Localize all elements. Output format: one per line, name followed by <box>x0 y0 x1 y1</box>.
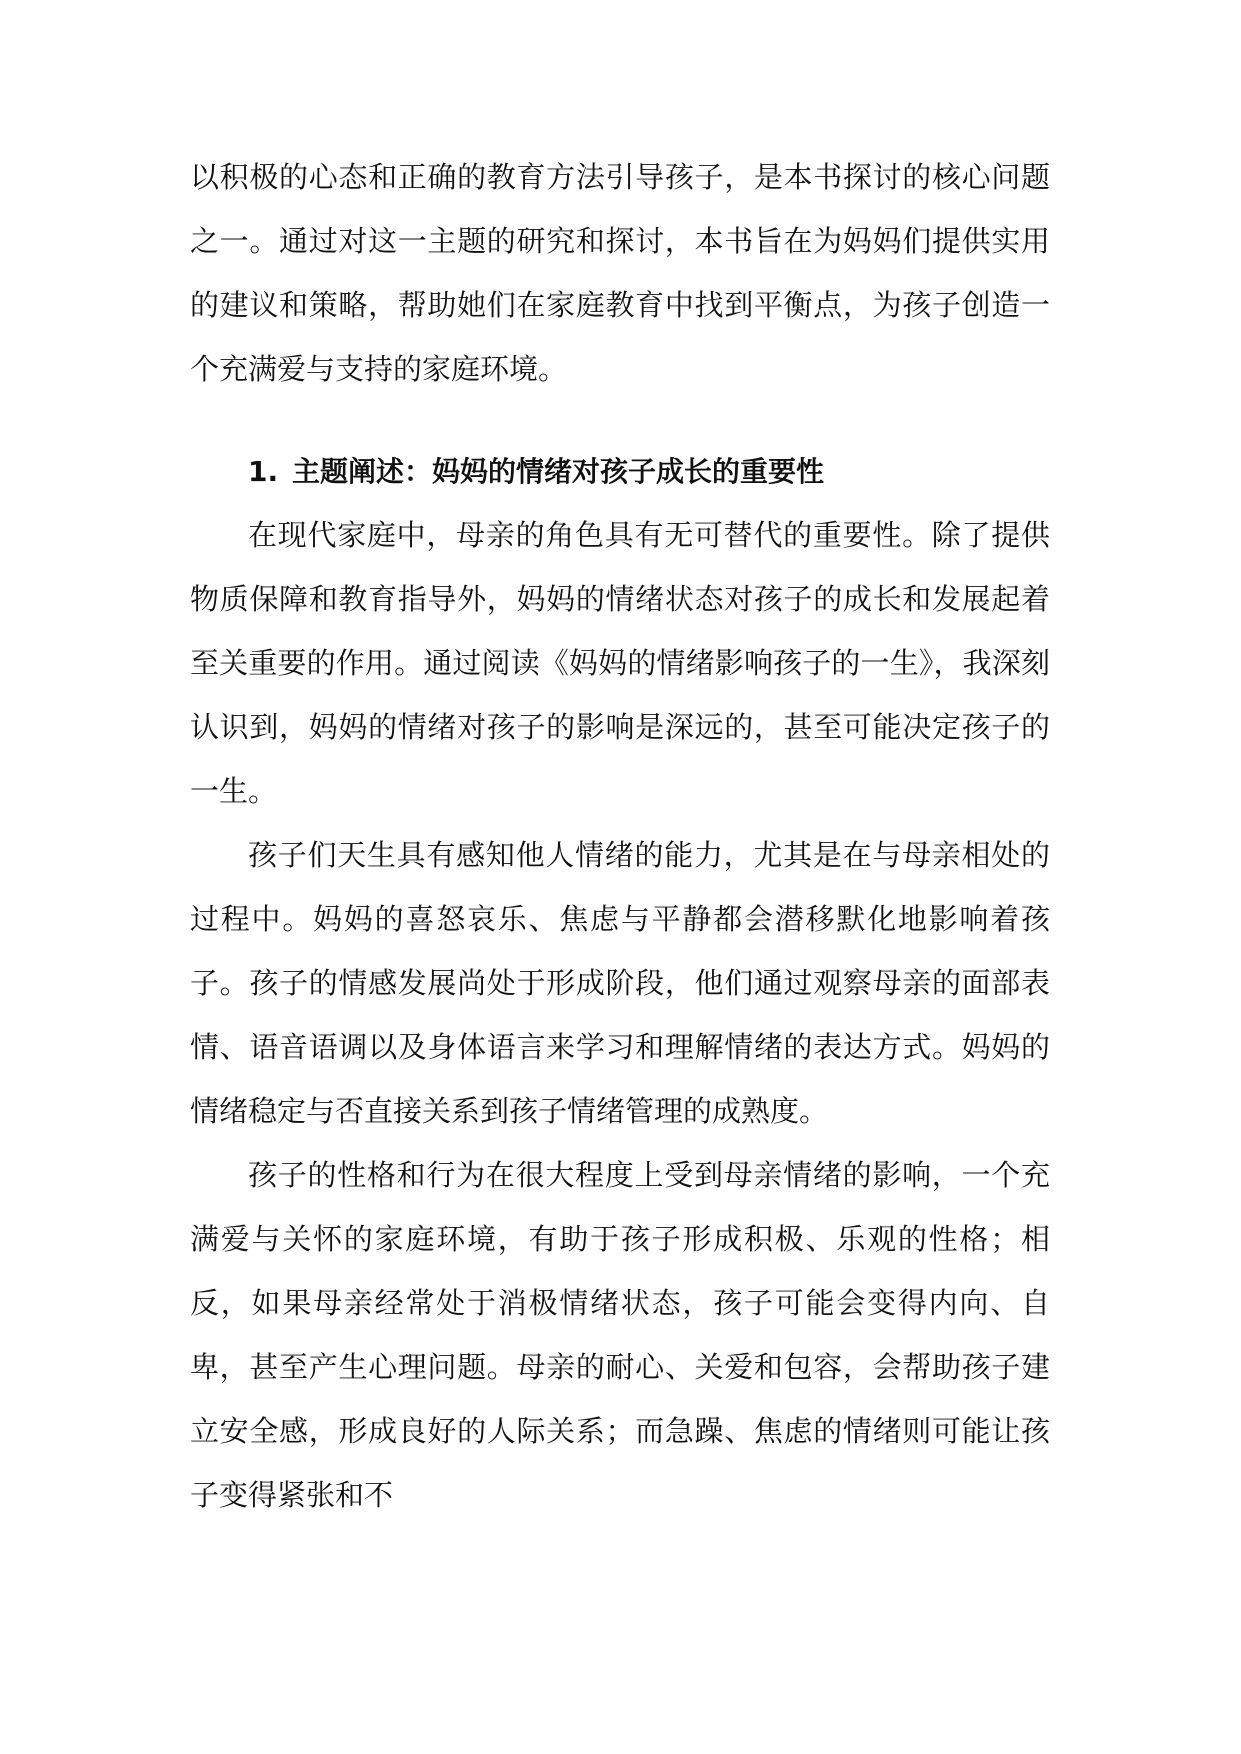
body-paragraph-3: 孩子的性格和行为在很大程度上受到母亲情绪的影响，一个充满爱与关怀的家庭环境，有助于孩子形成积极、乐观的性格；相反，如果母亲经常处于消极情绪状态，孩子可能会变得内向、自卑，甚至产生心理问题。母亲的耐心、关爱和包容，会帮助孩子建立安全感，形成良好的人际关系；而急躁、焦虑的情绪则可能让孩子变得紧张和不 <box>190 1158 1050 1512</box>
body-paragraph-2: 孩子们天生具有感知他人情绪的能力，尤其是在与母亲相处的过程中。妈妈的喜怒哀乐、焦虑与平静都会潜移默化地影响着孩子。孩子的情感发展尚处于形成阶段，他们通过观察母亲的面部表情、语音语调以及身体语言来学习和理解情绪的表达方式。妈妈的情绪稳定与否直接关系到孩子情绪管理的成熟度。 <box>190 838 1050 1128</box>
section-title: 主题阐述：妈妈的情绪对孩子成长的重要性 <box>292 455 825 488</box>
section-heading <box>190 441 1050 503</box>
document-body <box>190 145 1050 1527</box>
body-paragraph-1: 在现代家庭中，母亲的角色具有无可替代的重要性。除了提供物质保障和教育指导外，妈妈的情绪状态对孩子的成长和发展起着至关重要的作用。通过阅读《妈妈的情绪影响孩子的一生》，我深刻认识到，妈妈的情绪对孩子的影响是深远的，甚至可能决定孩子的一生。 <box>190 518 1050 808</box>
section-number: 1. <box>248 455 279 488</box>
opening-paragraph: 以积极的心态和正确的教育方法引导孩子，是本书探讨的核心问题之一。通过对这一主题的研究和探讨，本书旨在为妈妈们提供实用的建议和策略，帮助她们在家庭教育中找到平衡点，为孩子创造一个充满爱与支持的家庭环境。 <box>190 160 1050 386</box>
